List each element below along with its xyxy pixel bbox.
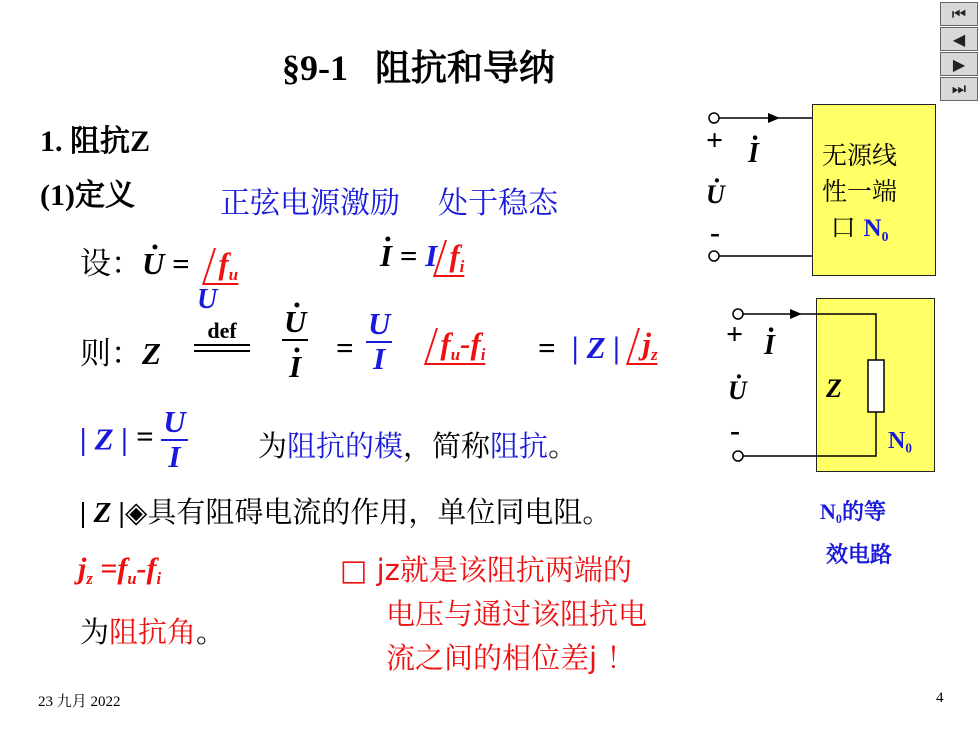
last-slide-button[interactable]: ⏭: [940, 77, 978, 101]
section-heading-text: 1. 阻抗Z: [40, 125, 151, 158]
angle-definition: $j_z =f_u-f_i$: [78, 552, 162, 588]
u-magnitude: U: [197, 284, 218, 315]
box-line-1: 无源线: [822, 141, 898, 170]
angle-difference: $f_u-f_i$: [430, 326, 491, 365]
set-equation: 设：· $U = f_u$: [80, 238, 243, 285]
minus-sign-2: -: [730, 414, 740, 447]
box-line-2: 性一端: [822, 177, 898, 206]
current-label-2: · I: [764, 330, 775, 362]
impedance-label: Z: [826, 374, 842, 403]
current-label-1: · I: [748, 138, 759, 170]
then-equation: 则：Z: [80, 336, 161, 371]
property-text: 具有阻碍电流的作用，单位同电阻。: [147, 495, 612, 529]
caption-line-2: 效电路: [826, 542, 893, 569]
current-phasor: · I = I $f_i$: [380, 238, 470, 277]
first-slide-button[interactable]: ⏮: [940, 2, 978, 26]
page-number: 4: [936, 690, 944, 706]
voltage-label-1: · U: [706, 180, 725, 210]
plus-sign-2: +: [726, 318, 744, 351]
property-line: | Z |◈具有阻碍电流的作用，单位同电阻。: [80, 495, 612, 529]
plus-sign-1: +: [706, 124, 724, 157]
modulus-equation: | Z | = $\frac{U}{I}$: [80, 404, 186, 474]
next-slide-button[interactable]: ▶: [940, 52, 978, 76]
previous-slide-button[interactable]: ◀: [940, 27, 978, 51]
then-label: 则：: [80, 336, 142, 371]
modulus-description: 为阻抗的模，简称阻抗。: [258, 429, 578, 463]
def-text: def: [207, 318, 237, 343]
caption-line-1: $N_0$的等: [820, 499, 886, 527]
equivalent-caption: [820, 494, 892, 573]
box-line-3: 口 $N_0$: [830, 213, 889, 244]
equivalent-network-label: $N_0$: [888, 428, 912, 456]
note-line-2: 电压与通过该阻抗电: [386, 597, 648, 631]
ratio-ui: · U · I: [282, 306, 308, 383]
def-symbol: [194, 318, 250, 352]
equals-sign-2: =: [538, 330, 556, 365]
impedance-angle-expr: $j_z$: [632, 326, 663, 365]
minus-sign-1: -: [710, 216, 720, 249]
definition-label: (1)定义: [40, 179, 135, 212]
definition-note: 正弦电源激励 处于稳态: [220, 186, 559, 221]
equals-sign-1: =: [336, 330, 354, 365]
z-modulus-expr: | Z |: [572, 330, 621, 365]
footer-date: 23 九月 2022: [38, 694, 121, 710]
section-heading: [40, 116, 150, 160]
angle-label: 为阻抗角。: [80, 615, 226, 649]
voltage-label-2: · U: [728, 376, 747, 406]
ratio-mag: $\frac{U}{I}$: [368, 306, 391, 376]
passive-network-label: [822, 138, 897, 255]
set-label: 设：: [80, 246, 142, 281]
note-line-1: □ jz就是该阻抗两端的: [340, 553, 632, 587]
phase-note: [340, 548, 647, 680]
page-title: §9-1 阻抗和导纳: [282, 48, 555, 88]
note-line-3: 流之间的相位差j ！: [386, 641, 636, 675]
